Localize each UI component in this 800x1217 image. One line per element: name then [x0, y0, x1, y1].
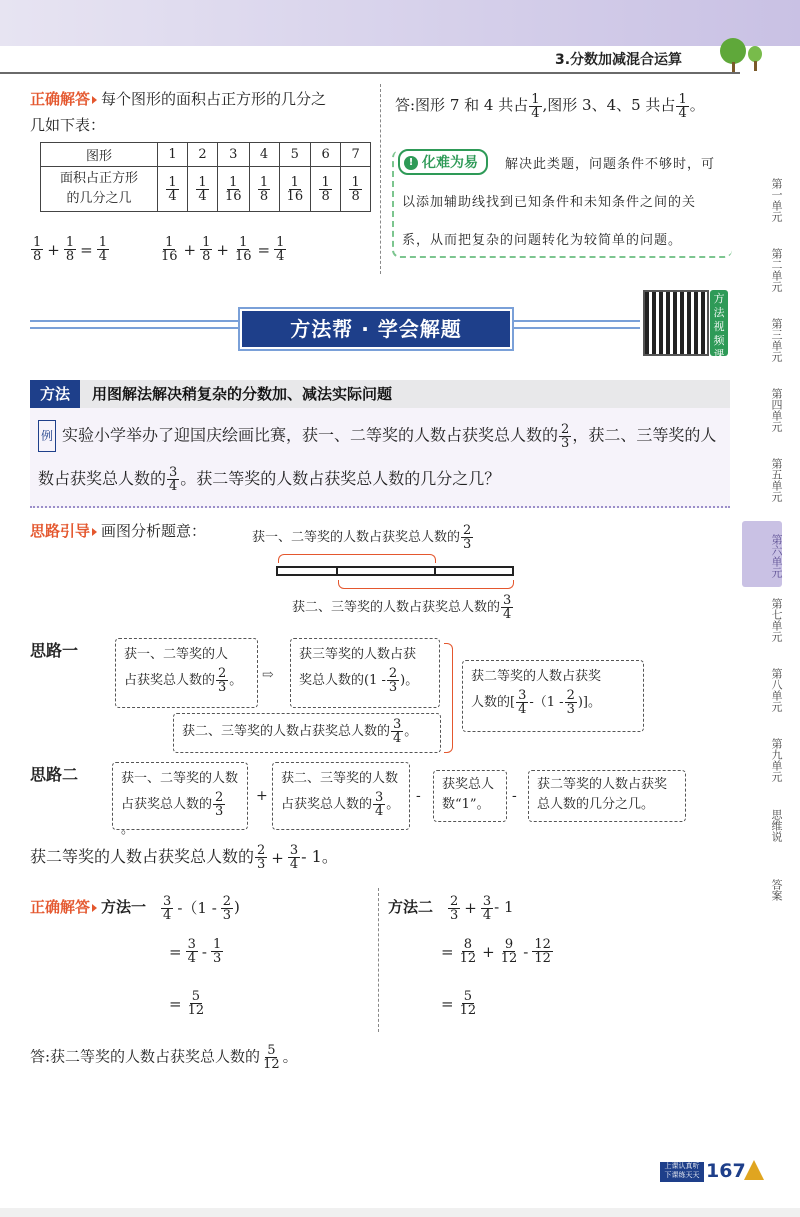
table-cell: $\frac{1}{8}$ — [311, 167, 341, 212]
method-tag: 方法 — [30, 380, 80, 408]
analysis-line: 思路引导 画图分析题意： — [30, 522, 207, 540]
solution-m1-line-2: = $\frac{3}{4}$ - $\frac{1}{3}$ — [169, 937, 222, 966]
header-rule — [0, 72, 740, 74]
answer-label: 正确解答 — [30, 90, 91, 108]
tip-title: 化难为易 — [422, 155, 478, 171]
footer-strip — [0, 1208, 800, 1217]
idea1-brace — [444, 643, 453, 753]
diagram-bar — [276, 566, 514, 576]
chapter-title: 3.分数加减混合运算 — [555, 52, 683, 68]
prev-conclusion: 答:图形 7 和 4 共占 $\frac{1}{4}$ ,图形 3、4、5 共占 $\frac{1}{4}$ 。 — [395, 91, 705, 121]
solution-m1-line-3: = $\frac{5}{12}$ — [169, 989, 205, 1018]
sidebar-item-answers[interactable]: 答案 — [770, 879, 783, 901]
plus-sign: + — [256, 788, 268, 804]
solution-m2-line-3: = $\frac{5}{12}$ — [441, 989, 477, 1018]
top-brace — [278, 554, 436, 563]
idea-two-label: 思路二 — [30, 765, 79, 784]
method-two-label: 方法二 — [388, 898, 434, 916]
table-cell: $\frac{1}{16}$ — [218, 167, 250, 212]
idea1-box-4: 获二等奖的人数占获奖 人数的[ $\frac{3}{4}$ -（1 - $\frac{2}{3}$ )]。 — [462, 660, 644, 732]
idea2-box-3: 获奖总人 数“1”。 — [433, 770, 507, 822]
idea2-box-2: 获二、三等奖的人数 占获奖总人数的 $\frac{3}{4}$ 。 — [272, 762, 410, 830]
sidebar-item-unit-2[interactable]: 第二单元 — [770, 248, 783, 292]
table-cell: 2 — [188, 143, 218, 167]
analysis-label: 思路引导 — [30, 522, 91, 540]
minus-sign: - — [416, 788, 421, 804]
table-cell: 6 — [311, 143, 341, 167]
table-cell: $\frac{1}{16}$ — [279, 167, 311, 212]
sidebar-item-unit-3[interactable]: 第三单元 — [770, 318, 783, 362]
idea1-box-2: 获三等奖的人数占获 奖总人数的(1 - $\frac{2}{3}$ )。 — [290, 638, 440, 708]
final-answer: 答:获二等奖的人数占获奖总人数的 $\frac{5}{12}$ 。 — [30, 1043, 298, 1072]
triangle-icon — [92, 904, 97, 912]
sidebar-item-unit-9[interactable]: 第九单元 — [770, 738, 783, 782]
minus-sign: - — [512, 788, 517, 804]
diagram-bottom-label: 获二、三等奖的人数占获奖总人数的 $\frac{3}{4}$ — [292, 593, 512, 622]
equation-2: $\frac{1}{16}$ + $\frac{1}{8}$ + $\frac{1}{16}$ = $\frac{1}{4}$ — [161, 235, 285, 264]
top-band — [0, 0, 800, 46]
prev-answer-line2: 几如下表： — [30, 116, 106, 134]
sidebar-item-unit-8[interactable]: 第八单元 — [770, 668, 783, 712]
sidebar-item-unit-1[interactable]: 第一单元 — [770, 178, 783, 222]
table-cell: 4 — [249, 143, 279, 167]
qr-code-icon[interactable] — [643, 290, 709, 356]
sidebar-item-unit-7[interactable]: 第七单元 — [770, 598, 783, 642]
tip-line-2: 以添加辅助线找到已知条件和未知条件之间的关 — [402, 195, 697, 210]
solution-m1-line-1: 正确解答 方法一 $\frac{3}{4}$ -（1 - $\frac{2}{3}$ ) — [30, 893, 240, 923]
idea2-summary: 获二等奖的人数占获奖总人数的 $\frac{2}{3}$ + $\frac{3}{4}$ - 1。 — [30, 843, 338, 872]
diagram-top-label: 获一、二等奖的人数占获奖总人数的 $\frac{2}{3}$ — [252, 523, 472, 552]
sidebar-item-unit-5[interactable]: 第五单元 — [770, 458, 783, 502]
idea1-box-1: 获一、二等奖的人 占获奖总人数的 $\frac{2}{3}$ 。 — [115, 638, 258, 708]
table-row — [41, 167, 371, 212]
solution-label: 正确解答 — [30, 898, 91, 916]
example-line-2: 数占获奖总人数的 $\frac{3}{4}$ 。获二等奖的人数占获奖总人数的几分之几？ — [38, 465, 501, 494]
method-title: 用图解法解决稍复杂的分数加、减法实际问题 — [92, 385, 393, 403]
sidebar-item-unit-4[interactable]: 第四单元 — [770, 388, 783, 432]
equation-1: $\frac{1}{8}$ + $\frac{1}{8}$ = $\frac{1}{4}$ — [33, 235, 107, 264]
table-head-shape: 图形 — [41, 143, 158, 167]
area-table — [40, 142, 371, 212]
table-cell: 3 — [218, 143, 250, 167]
star-icon — [744, 1160, 764, 1180]
table-cell: $\frac{1}{4}$ — [188, 167, 218, 212]
tip-badge — [398, 149, 488, 175]
table-cell: $\frac{1}{8}$ — [249, 167, 279, 212]
arrow-right-icon: ⇨ — [262, 667, 274, 683]
triangle-icon — [92, 96, 97, 104]
tip-line-3: 系，从而把复杂的问题转化为较简单的问题。 — [402, 233, 683, 248]
video-lesson-label[interactable]: 方法视频课 — [710, 290, 728, 356]
column-divider — [380, 84, 381, 274]
table-head-area: 面积占正方形 的几分之几 — [41, 167, 158, 212]
page-number: 167 — [706, 1160, 746, 1182]
solution-divider — [378, 888, 379, 1032]
page-badge — [660, 1160, 760, 1184]
table-cell: 1 — [158, 143, 188, 167]
idea1-box-3: 获二、三等奖的人数占获奖总人数的 $\frac{3}{4}$ 。 — [173, 713, 441, 753]
table-row — [41, 143, 371, 167]
table-cell: $\frac{1}{8}$ — [341, 167, 371, 212]
idea-one-label: 思路一 — [30, 641, 79, 660]
method-banner: 方法帮 · 学会解题 — [240, 309, 512, 349]
slogan: 上课认真听 下课练天天 — [660, 1162, 704, 1182]
sidebar-item-unit-6[interactable]: 第六单元 — [742, 521, 782, 587]
example-line-1: 例 实验小学举办了迎国庆绘画比赛，获一、二等奖的人数占获奖总人数的 $\frac{2}{3}$ ，获二、三等奖的人 — [38, 420, 716, 452]
example-tag: 例 — [38, 420, 56, 452]
table-cell: 7 — [341, 143, 371, 167]
tip-icon: ! — [404, 156, 418, 170]
method-one-label: 方法一 — [101, 898, 147, 916]
prev-answer-line1: 正确解答 每个图形的面积占正方形的几分之 — [30, 90, 327, 108]
idea2-box-1: 获一、二等奖的人数 占获奖总人数的 $\frac{2}{3}$ 。 — [112, 762, 248, 830]
solution-m2-line-2: = $\frac{8}{12}$ + $\frac{9}{12}$ - $\frac{12}{12}$ — [441, 937, 551, 966]
table-cell: 5 — [279, 143, 311, 167]
bottom-brace — [338, 580, 514, 589]
tip-line-1: 解决此类题，问题条件不够时，可 — [505, 157, 716, 172]
triangle-icon — [92, 528, 97, 536]
sidebar-item-thinking[interactable]: 思维说 — [770, 808, 783, 842]
tree-icon — [718, 36, 766, 74]
solution-m2-line-1: 方法二 $\frac{2}{3}$ + $\frac{3}{4}$ - 1 — [388, 893, 514, 923]
table-cell: $\frac{1}{4}$ — [158, 167, 188, 212]
idea2-box-4: 获二等奖的人数占获奖 总人数的几分之几。 — [528, 770, 686, 822]
